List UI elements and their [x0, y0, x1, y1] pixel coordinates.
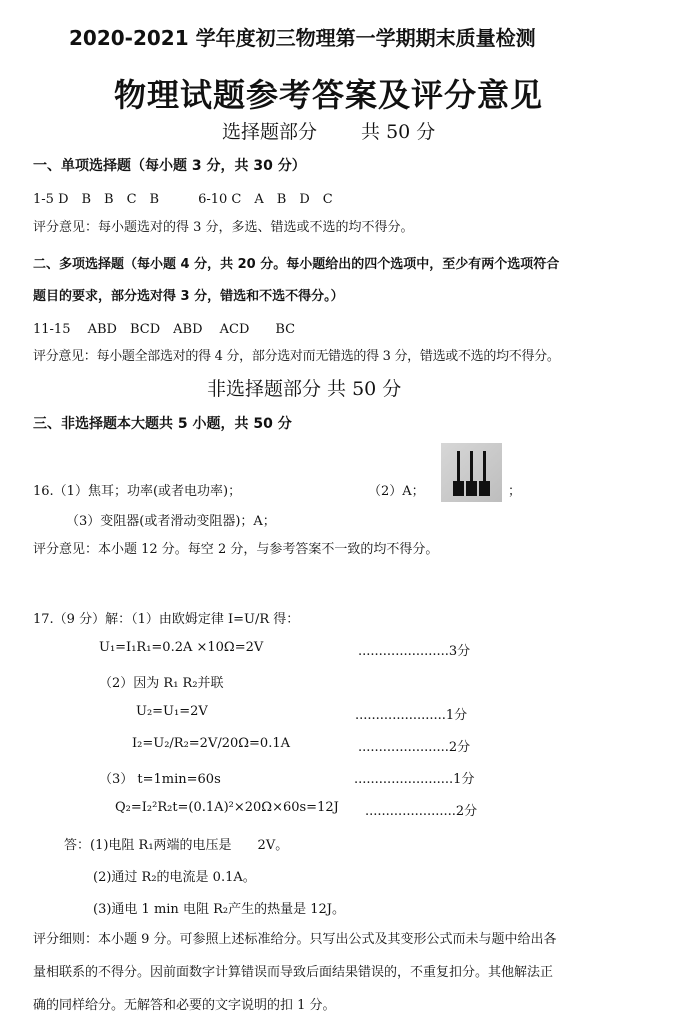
q17-grading-line2: 量相联系的不得分。因前面数字计算错误而导致后面结果错误的，不重复扣分。其他解法正 [33, 965, 554, 980]
q17-eq2: U₂=U₁=2V [136, 704, 208, 719]
section-choice-title: 选择题部分 共 50 分 [222, 121, 436, 143]
q17-score4: ........................1分 [354, 772, 475, 787]
section-nonchoice-title: 非选择题部分 共 50 分 [207, 378, 402, 400]
q17-answer3: (3)通电 1 min 电阻 R₂产生的热量是 12J。 [93, 902, 345, 917]
q17-score1: ......................3分 [358, 644, 471, 659]
part1-grading: 评分意见：每小题选对的得 3 分，多选、错选或不选的均不得分。 [33, 220, 414, 235]
q17-score3: ......................2分 [358, 740, 471, 755]
q17-score5: ......................2分 [365, 804, 478, 819]
q17-eq4: Q₂=I₂²R₂t=(0.1A)²×20Ω×60s=12J [115, 800, 339, 815]
q17-eq3: I₂=U₂/R₂=2V/20Ω=0.1A [132, 736, 290, 751]
q17-step2: （2）因为 R₁ R₂并联 [99, 676, 224, 691]
q17-step3: （3） t=1min=60s [99, 772, 221, 787]
exam-title: 2020-2021 学年度初三物理第一学期期末质量检测 [69, 26, 536, 50]
q16-line1-end: ； [508, 484, 522, 499]
q16-line1-mid: （2）A； [368, 484, 425, 499]
q17-score2: ......................1分 [355, 708, 468, 723]
q16-grading: 评分意见：本小题 12 分。每空 2 分，与参考答案不一致的均不得分。 [33, 542, 439, 557]
part3-heading: 三、非选择题本大题共 5 小题，共 50 分 [33, 416, 292, 432]
q16-line1-left: 16.（1）焦耳；功率(或者电功率)； [33, 484, 242, 499]
q17-grading-line1: 评分细则：本小题 9 分。可参照上述标准给分。只写出公式及其变形公式而未与题中给出各 [33, 932, 557, 947]
part2-answers: 11-15 ABD BCD ABD ACD BC [33, 322, 296, 337]
part2-grading: 评分意见：每小题全部选对的得 4 分，部分选对而无错选的得 3 分，错选或不选的均不得分。 [33, 349, 560, 364]
part2-heading-line2: 题目的要求，部分选对得 3 分，错选和不选不得分。） [33, 289, 344, 304]
q17-intro: 17.（9 分）解：（1）由欧姆定律 I=U/R 得： [33, 612, 300, 627]
q16-line2: （3）变阻器(或者滑动变阻器)；A； [66, 514, 276, 529]
q17-answer1: 答：(1)电阻 R₁两端的电压是 2V。 [64, 838, 289, 853]
part1-answers: 1-5 D B B C B 6-10 C A B D C [33, 192, 333, 207]
part2-heading-line1: 二、多项选择题（每小题 4 分，共 20 分。每小题给出的四个选项中，至少有两个选项符合 [33, 257, 560, 272]
switch-photo [441, 443, 502, 502]
q17-answer2: (2)通过 R₂的电流是 0.1A。 [93, 870, 256, 885]
q17-grading-line3: 确的同样给分。无解答和必要的文字说明的扣 1 分。 [33, 998, 336, 1013]
part1-heading: 一、单项选择题（每小题 3 分，共 30 分） [33, 158, 306, 174]
main-title: 物理试题参考答案及评分意见 [114, 76, 544, 114]
q17-eq1: U₁=I₁R₁=0.2A ×10Ω=2V [99, 640, 264, 655]
switch-photo-graphic [441, 443, 502, 502]
